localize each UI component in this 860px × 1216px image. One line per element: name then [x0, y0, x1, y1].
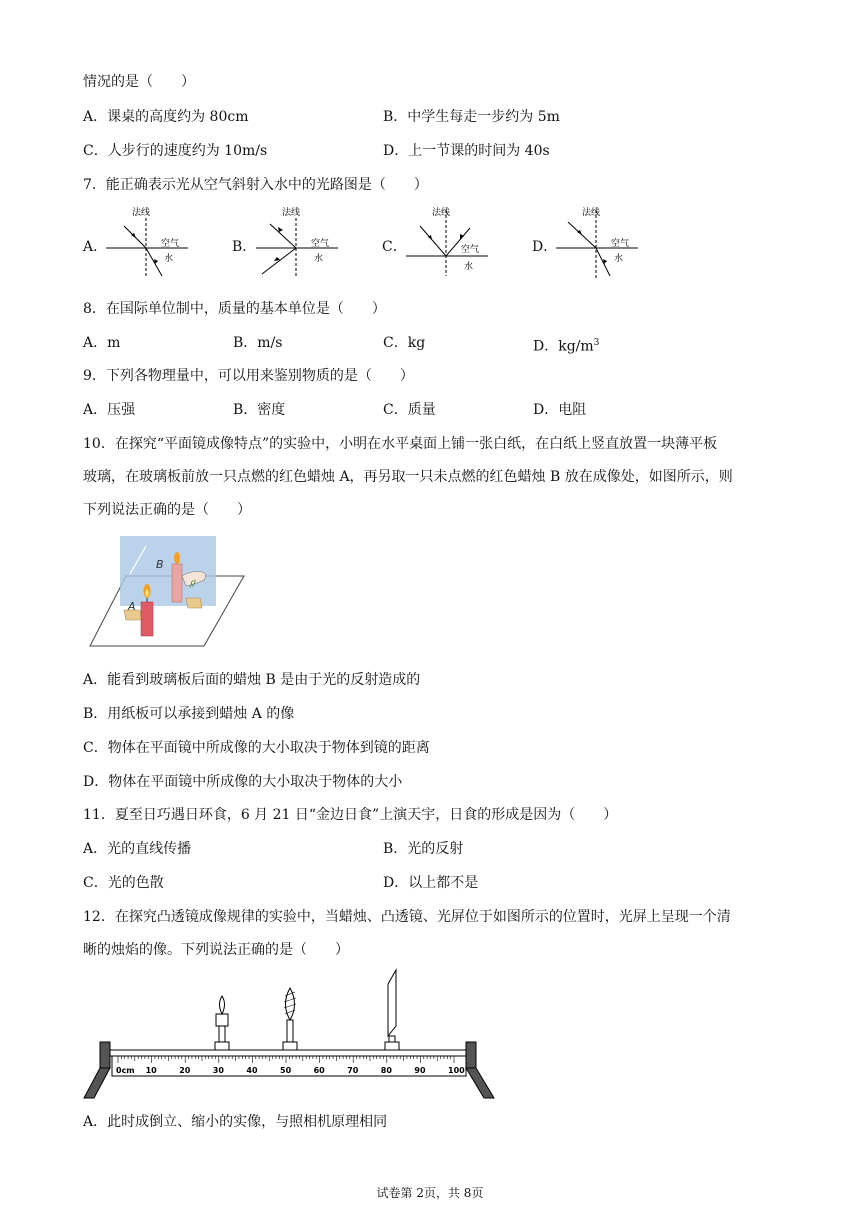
ruler-tick-label: 50: [280, 1066, 292, 1075]
convex-lens-on-holder: [283, 988, 297, 1050]
bench-rail: [104, 1050, 472, 1056]
q7c-normal-label: 法线: [432, 208, 451, 218]
q11-option-b: B．光的反射: [383, 841, 464, 857]
q7a-normal-label: 法线: [132, 208, 151, 218]
q11-option-c: C．光的色散: [83, 875, 164, 891]
q12-optical-bench-figure: [82, 966, 502, 1100]
q10-stem-line1: 10．在探究“平面镜成像特点”的实验中，小明在水平桌面上铺一张白纸，在白纸上竖直放置一块薄平板: [83, 436, 718, 452]
q7-letter-a: A．: [83, 239, 108, 255]
q9-option-a: A．压强: [83, 402, 136, 418]
q8-stem: 8．在国际单位制中，质量的基本单位是（ ）: [83, 301, 386, 317]
q9-option-b: B．密度: [233, 402, 286, 418]
q7-letter-d: D．: [532, 239, 558, 255]
q7c-water-label: 水: [464, 262, 474, 272]
q10-option-a: A．能看到玻璃板后面的蜡烛 B 是由于光的反射造成的: [83, 672, 421, 688]
q8-option-c: C．kg: [383, 335, 426, 351]
ruler-tick-label: 60: [313, 1066, 325, 1075]
q7d-air-label: 空气: [611, 239, 630, 249]
candle-on-holder: [215, 996, 229, 1050]
label-b: B: [156, 558, 164, 571]
q7d-normal-label: 法线: [582, 208, 601, 218]
q12-stem-line2: 晰的烛焰的像。下列说法正确的是（ ）: [83, 942, 349, 958]
q6-option-b: B．中学生每走一步约为 5m: [383, 109, 560, 125]
q7-diagram-a: [104, 204, 196, 280]
q7c-air-label: 空气: [461, 245, 480, 255]
label-a: A: [128, 600, 136, 613]
q9-option-c: C．质量: [383, 402, 436, 418]
q7b-air-label: 空气: [311, 239, 330, 249]
q6-option-c: C．人步行的速度约为 10m/s: [83, 143, 268, 159]
right-leg: [466, 1068, 494, 1098]
candle-b: [172, 564, 182, 602]
right-end-post: [466, 1042, 476, 1068]
q11-stem: 11．夏至日巧遇日环食，6 月 21 日“金边日食”上演天宇，日食的形成是因为（ ）: [83, 807, 618, 823]
q9-stem: 9．下列各物理量中，可以用来鉴别物质的是（ ）: [83, 368, 414, 384]
ruler-tick-label: 100: [448, 1066, 465, 1075]
ruler-tick-label: 70: [347, 1066, 359, 1075]
q8-option-d: D．kg/m: [533, 338, 594, 355]
ruler-tick-label: 0cm: [116, 1066, 135, 1075]
q8-option-d-wrap: [533, 333, 599, 357]
q8-option-a: A．m: [83, 335, 121, 351]
ruler-tick-label: 80: [380, 1066, 392, 1075]
ruler-tick-label: 30: [212, 1066, 224, 1075]
candle-flame: [220, 996, 225, 1014]
q7-diagram-b: [254, 204, 346, 280]
glass-plate: [120, 536, 216, 606]
q6-stem-tail: 情况的是（ ）: [83, 74, 195, 90]
q7a-air-label: 空气: [161, 239, 180, 249]
q10-option-c: C．物体在平面镜中所成像的大小取决于物体到镜的距离: [83, 740, 430, 756]
q8-option-d-superscript: 3: [593, 338, 600, 348]
light-screen-on-holder: [385, 970, 399, 1050]
ruler-tick-label: 20: [179, 1066, 191, 1075]
q9-option-d: D．电阻: [533, 402, 587, 418]
q7-stem: 7．能正确表示光从空气斜射入水中的光路图是（ ）: [83, 177, 428, 193]
q7b-normal-label: 法线: [282, 208, 301, 218]
svg-text:ℊ: ℊ: [188, 578, 198, 588]
q11-option-a: A．光的直线传播: [83, 841, 192, 857]
q7-diagram-d: [554, 204, 646, 280]
ruler-tick-label: 90: [414, 1066, 426, 1075]
ruler-tick-label: 40: [246, 1066, 258, 1075]
ruler-tick-label: 10: [145, 1066, 157, 1075]
candle-a: [141, 602, 153, 636]
q7b-water-label: 水: [314, 254, 324, 264]
q12-stem-line1: 12．在探究凸透镜成像规律的实验中，当蜡烛、凸透镜、光屏位于如图所示的位置时，光屏上呈现一个清: [83, 909, 731, 925]
q10-stem-line3: 下列说法正确的是（ ）: [83, 502, 251, 518]
q6-option-a: A．课桌的高度约为 80cm: [83, 109, 249, 125]
left-end-post: [100, 1042, 110, 1068]
q7d-water-label: 水: [614, 254, 624, 264]
left-leg: [84, 1068, 110, 1098]
q12-option-a: A．此时成倒立、缩小的实像，与照相机原理相同: [83, 1114, 388, 1130]
candle-b-flame-image: [174, 552, 180, 564]
page-footer: 试卷第 2页，共 8页: [376, 1186, 484, 1200]
q11-option-d: D．以上都不是: [383, 875, 479, 891]
q6-option-d: D．上一节课的时间为 40s: [383, 143, 550, 159]
q7-letter-b: B．: [232, 239, 257, 255]
q10-stem-line2: 玻璃，在玻璃板前放一只点燃的红色蜡烛 A，再另取一只未点燃的红色蜡烛 B 放在成像处，如图所示，则: [83, 469, 733, 485]
q10-option-b: B．用纸板可以承接到蜡烛 A 的像: [83, 706, 295, 722]
q8-option-b: B．m/s: [233, 335, 283, 351]
q10-mirror-experiment-figure: [86, 532, 250, 656]
q10-option-d: D．物体在平面镜中所成像的大小取决于物体的大小: [83, 774, 403, 790]
q7-diagram-c: [404, 204, 496, 280]
q7-letter-c: C．: [382, 239, 407, 255]
q7a-water-label: 水: [164, 254, 174, 264]
